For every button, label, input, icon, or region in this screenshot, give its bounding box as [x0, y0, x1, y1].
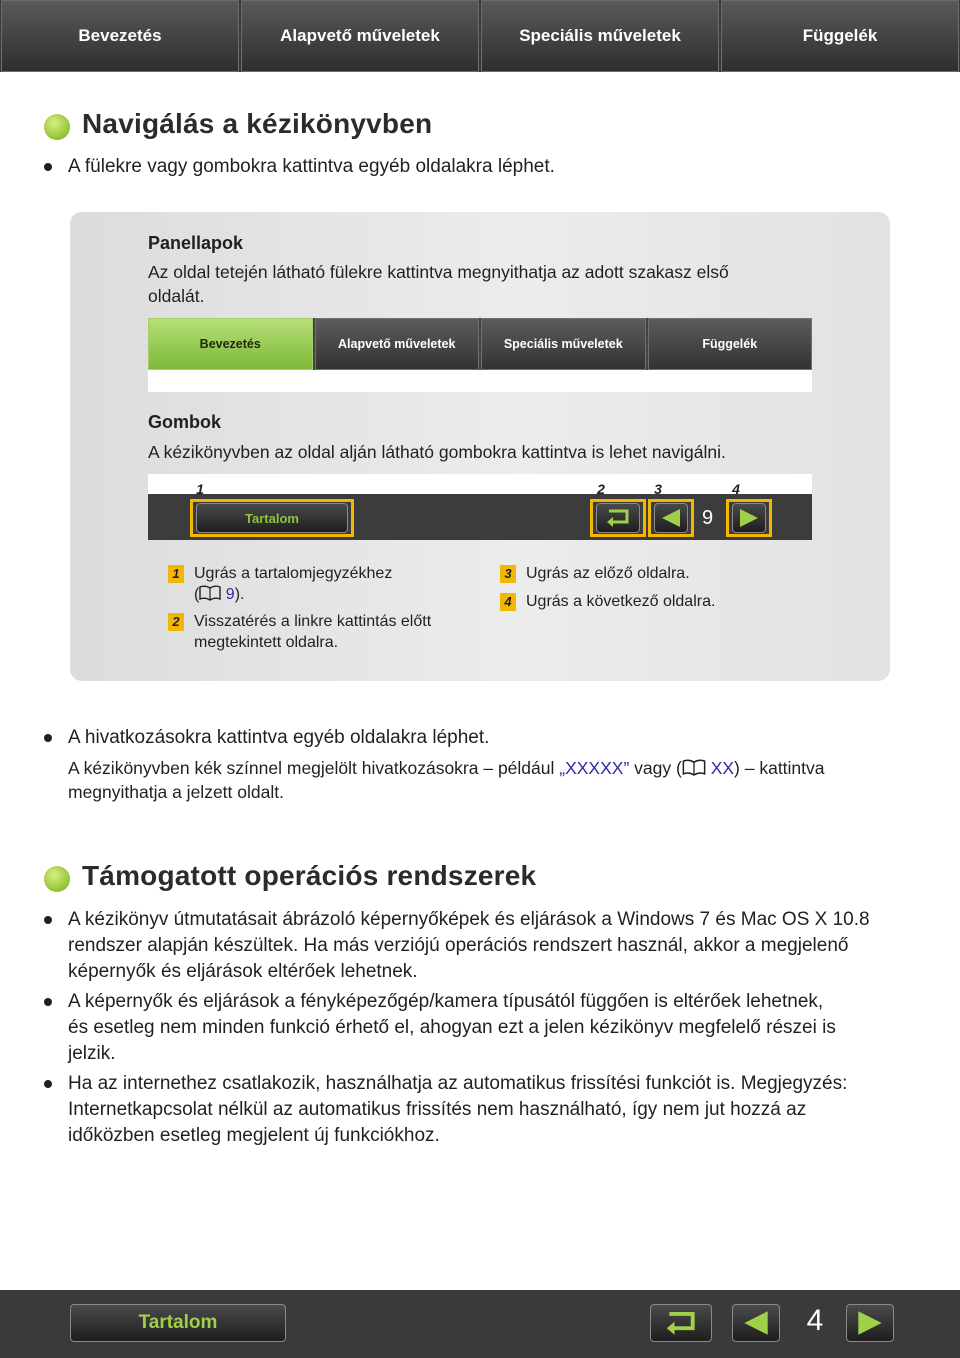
return-button[interactable]: [650, 1304, 712, 1342]
legend-item-2-line2: megtekintett oldalra.: [194, 634, 339, 651]
bullet-dot: [44, 998, 52, 1006]
legend-item-3: Ugrás az előző oldalra.: [526, 565, 690, 582]
os-bullet3-line1: Ha az internethez csatlakozik, használhatja az automatikus frissítési funkciót is. Megjegyzés:: [68, 1073, 848, 1094]
example-tab-bevezetes: Bevezetés: [148, 318, 313, 370]
tab-alapveto-muveletek[interactable]: Alapvető műveletek: [241, 0, 479, 72]
prev-arrow-icon: [741, 1310, 771, 1336]
legend-num-1: 1: [168, 565, 184, 583]
prev-page-button[interactable]: [732, 1304, 780, 1342]
example-return-button: [596, 503, 640, 533]
os-bullet3-line2: Internetkapcsolat nélkül az automatikus frissítés nem használható, így nem jut hozzá az: [68, 1099, 807, 1120]
legend-item-1-ref: ( 9).: [194, 586, 245, 603]
os-bullet1-line3: képernyők és eljárások eltérőek lehetnek.: [68, 961, 418, 982]
panel-tabs-desc-line1: Az oldal tetején látható fülekre kattintva megnyithatja az adott szakasz első: [148, 262, 729, 282]
example-tab-fuggelek: Függelék: [648, 318, 813, 370]
os-bullet2-line3: jelzik.: [68, 1043, 116, 1064]
example-page-number: 9: [702, 507, 714, 529]
return-icon: [661, 1310, 701, 1336]
os-bullet2-line2: és esetleg nem minden funkció érhető el, ahogyan ezt a jelen kézikönyv megfelelő részei is: [68, 1017, 836, 1038]
callout-2: 2: [597, 481, 605, 497]
bullet-dot: [44, 734, 52, 742]
next-arrow-icon: [738, 508, 760, 528]
tab-fuggelek[interactable]: Függelék: [721, 0, 959, 72]
callout-3: 3: [654, 481, 662, 497]
current-page-number: 4: [806, 1304, 824, 1337]
callout-1: 1: [196, 481, 204, 497]
bullet-text: A hivatkozásokra kattintva egyéb oldalakra léphet.: [68, 727, 490, 748]
legend-num-3: 3: [500, 565, 516, 583]
example-next-button: [732, 503, 766, 533]
legend-num-4: 4: [500, 593, 516, 611]
next-arrow-icon: [855, 1310, 885, 1336]
top-nav-bar: [0, 0, 960, 72]
contents-button[interactable]: [70, 1304, 286, 1342]
bullet-text: A fülekre vagy gombokra kattintva egyéb oldalakra léphet.: [68, 156, 555, 177]
legend-page-link[interactable]: 9: [225, 586, 235, 603]
legend-item-2-line1: Visszatérés a linkre kattintás előtt: [194, 613, 432, 630]
callout-4: 4: [732, 481, 740, 497]
os-bullet3-line3: időközben esetleg megjelent új funkciókhoz.: [68, 1125, 440, 1146]
example-contents-label: Tartalom: [245, 510, 299, 526]
panel-tabs-desc-line2: oldalát.: [148, 286, 205, 306]
book-icon: [199, 585, 221, 601]
example-tab-specialis: Speciális műveletek: [481, 318, 646, 370]
os-bullet2-line1: A képernyők és eljárások a fényképezőgép/kamera típusától függően is eltérőek lehetnek,: [68, 991, 824, 1012]
example-prev-button: [654, 503, 688, 533]
section-bullet-icon: [44, 866, 70, 892]
example-contents-button: [196, 503, 348, 533]
bullet-dot: [44, 163, 52, 171]
example-page-strip: [148, 370, 812, 392]
example-tab-alapveto: Alapvető műveletek: [315, 318, 480, 370]
tab-bevezetes[interactable]: Bevezetés: [1, 0, 239, 72]
legend-item-4: Ugrás a következő oldalra.: [526, 593, 716, 610]
panel-buttons-desc: A kézikönyvben az oldal alján látható gombokra kattintva is lehet navigálni.: [148, 442, 726, 462]
panel-buttons-title: Gombok: [148, 412, 222, 432]
tab-specialis-muveletek[interactable]: Speciális műveletek: [481, 0, 719, 72]
example-link[interactable]: „XXXXX”: [559, 758, 630, 778]
bullet-dot: [44, 916, 52, 924]
bullet-subtext-line1: A kézikönyvben kék színnel megjelölt hivatkozásokra – például „XXXXX” vagy ( XX) – kattintva: [68, 758, 825, 778]
legend-item-1-line1: Ugrás a tartalomjegyzékhez: [194, 565, 393, 582]
example-tab-bar: [148, 318, 812, 370]
panel-tabs-title: Panellapok: [148, 233, 244, 253]
bullet-subtext-line2: megnyithatja a jelzett oldalt.: [68, 782, 284, 802]
return-icon: [603, 508, 633, 528]
section-heading-os: Támogatott operációs rendszerek: [82, 860, 537, 891]
next-page-button[interactable]: [846, 1304, 894, 1342]
legend-num-2: 2: [168, 613, 184, 631]
example-page-ref[interactable]: XX: [710, 758, 735, 778]
book-icon: [682, 759, 706, 776]
bullet-dot: [44, 1080, 52, 1088]
os-bullet1-line1: A kézikönyv útmutatásait ábrázoló képernyőképek és eljárások a Windows 7 és Mac OS X 10.8: [68, 909, 870, 930]
section-bullet-icon: [44, 114, 70, 140]
os-bullet1-line2: rendszer alapján készültek. Ha más verziójú operációs rendszert használ, akkor a megjelenő: [68, 935, 849, 956]
section-heading-navigation: Navigálás a kézikönyvben: [82, 108, 433, 139]
prev-arrow-icon: [660, 508, 682, 528]
contents-button-label: Tartalom: [138, 1312, 218, 1333]
